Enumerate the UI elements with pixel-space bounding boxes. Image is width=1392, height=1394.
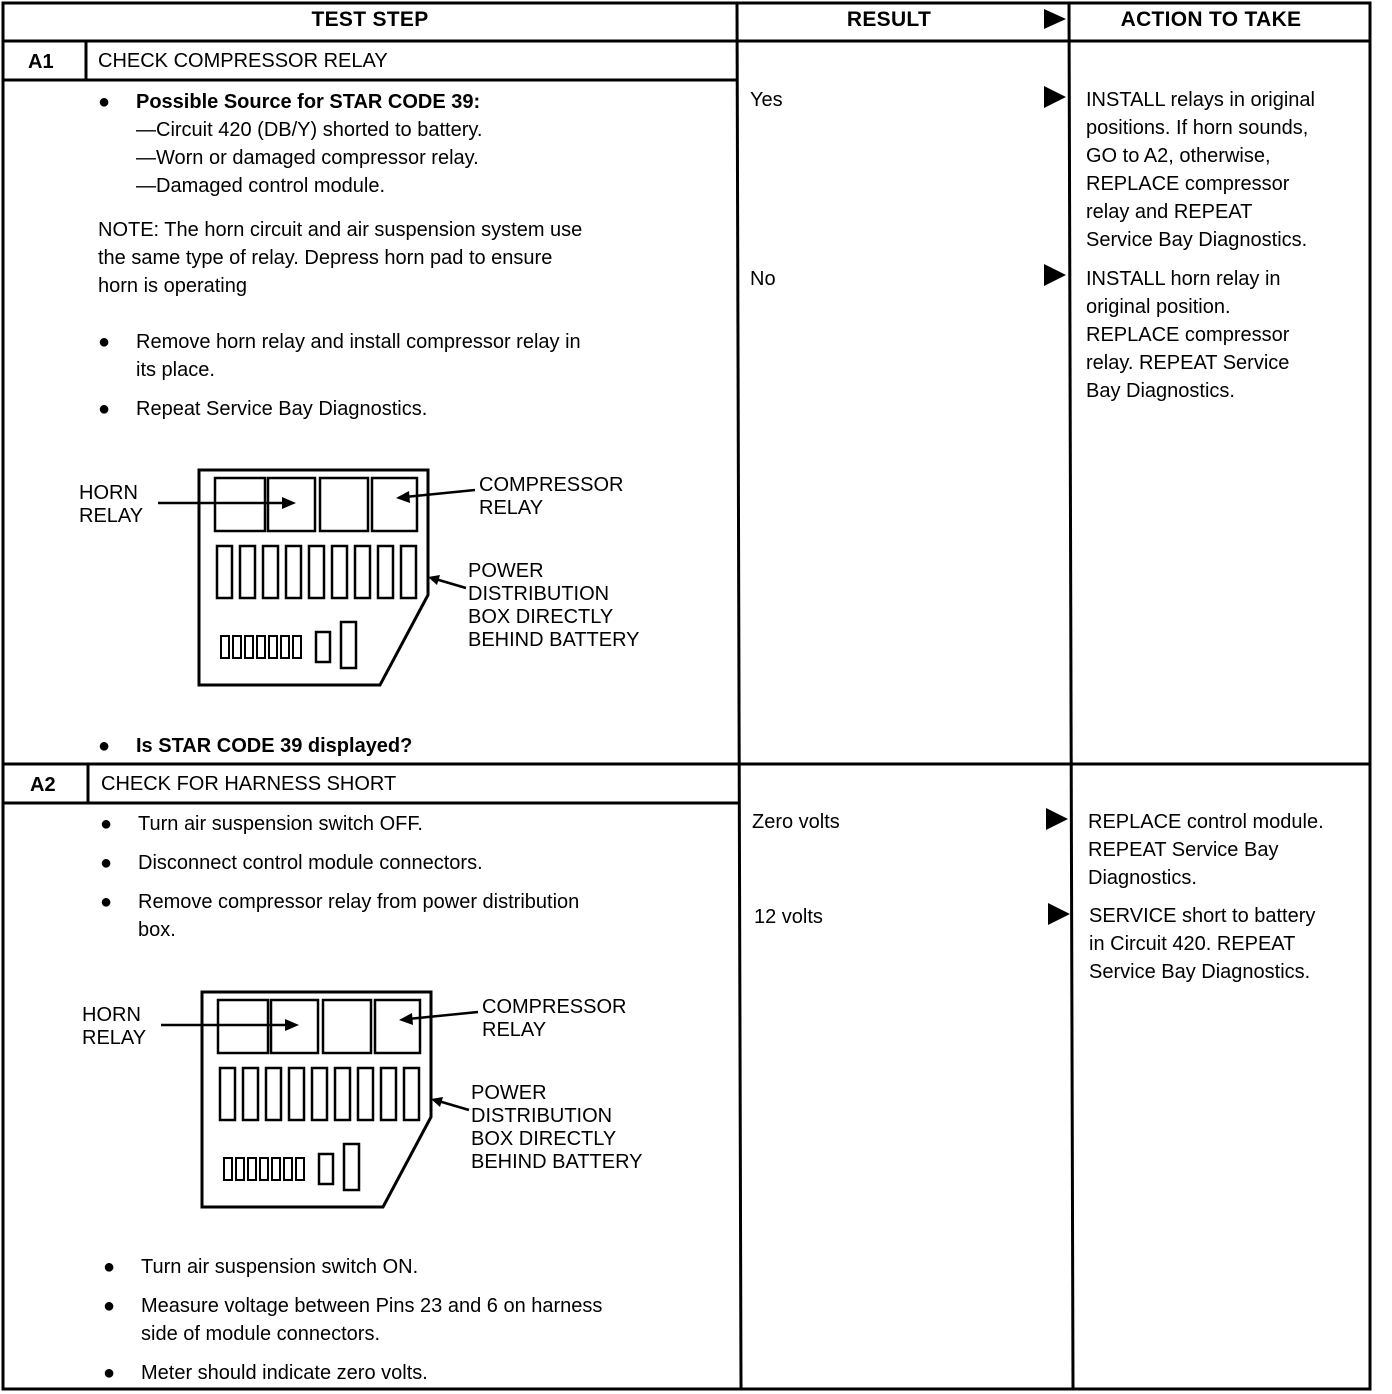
source-item: —Worn or damaged compressor relay.	[136, 147, 479, 169]
note-line: NOTE: The horn circuit and air suspension system use	[98, 219, 583, 241]
step-bullet: ● Meter should indicate zero volts.	[103, 1362, 428, 1384]
compressor-relay-label: COMPRESSOR RELAY	[482, 996, 627, 1041]
step-id-a2: A2	[30, 774, 56, 796]
action-12-volts: SERVICE short to battery in Circuit 420. REPEAT Service Bay Diagnostics.	[1089, 905, 1316, 983]
source-item: —Circuit 420 (DB/Y) shorted to battery.	[136, 119, 483, 141]
step-title-a2: CHECK FOR HARNESS SHORT	[101, 773, 397, 795]
result-no: No	[750, 268, 776, 290]
pdb-label: POWER DISTRIBUTION BOX DIRECTLY BEHIND BATTERY	[471, 1082, 643, 1173]
result-12-volts: 12 volts	[754, 906, 823, 928]
horn-relay-label: HORN RELAY	[82, 1004, 147, 1049]
source-heading: Possible Source for STAR CODE 39:	[136, 91, 481, 113]
step-title-a1: CHECK COMPRESSOR RELAY	[98, 50, 388, 72]
step-bullet: ● Measure voltage between Pins 23 and 6 on harness side of module connectors.	[103, 1295, 603, 1345]
source-item: —Damaged control module.	[136, 175, 386, 197]
header-test-step: TEST STEP	[311, 8, 429, 31]
result-yes: Yes	[750, 89, 783, 111]
step-bullet: ● Repeat Service Bay Diagnostics.	[98, 398, 428, 420]
step-id-a1: A1	[28, 51, 54, 73]
compressor-relay-label: COMPRESSOR RELAY	[479, 474, 624, 519]
note-line: the same type of relay. Depress horn pad to ensure	[98, 247, 553, 269]
bullet-icon: ●	[98, 91, 111, 113]
step-bullet: ● Remove horn relay and install compressor relay in its place.	[98, 331, 581, 381]
pdb-label: POWER DISTRIBUTION BOX DIRECTLY BEHIND BATTERY	[468, 560, 640, 651]
action-no: INSTALL horn relay in original position. REPLACE compressor relay. REPEAT Service Bay Diagnostics.	[1086, 268, 1290, 402]
note-line: horn is operating	[98, 275, 247, 297]
final-question: ● Is STAR CODE 39 displayed?	[98, 735, 413, 757]
horn-relay-label: HORN RELAY	[79, 482, 144, 527]
result-zero-volts: Zero volts	[752, 811, 840, 833]
action-yes: INSTALL relays in original positions. If horn sounds, GO to A2, otherwise, REPLACE compressor relay and REPEAT Service Bay Diagnostics.	[1086, 89, 1315, 251]
header-action: ACTION TO TAKE	[1120, 8, 1302, 31]
step-bullet: ● Turn air suspension switch ON.	[103, 1256, 419, 1278]
header-result: RESULT	[846, 8, 932, 31]
step-bullet: ● Disconnect control module connectors.	[100, 852, 483, 874]
action-zero-volts: REPLACE control module. REPEAT Service Bay Diagnostics.	[1088, 811, 1324, 889]
step-bullet: ● Turn air suspension switch OFF.	[100, 813, 423, 835]
step-bullet: ● Remove compressor relay from power distribution box.	[100, 891, 580, 941]
